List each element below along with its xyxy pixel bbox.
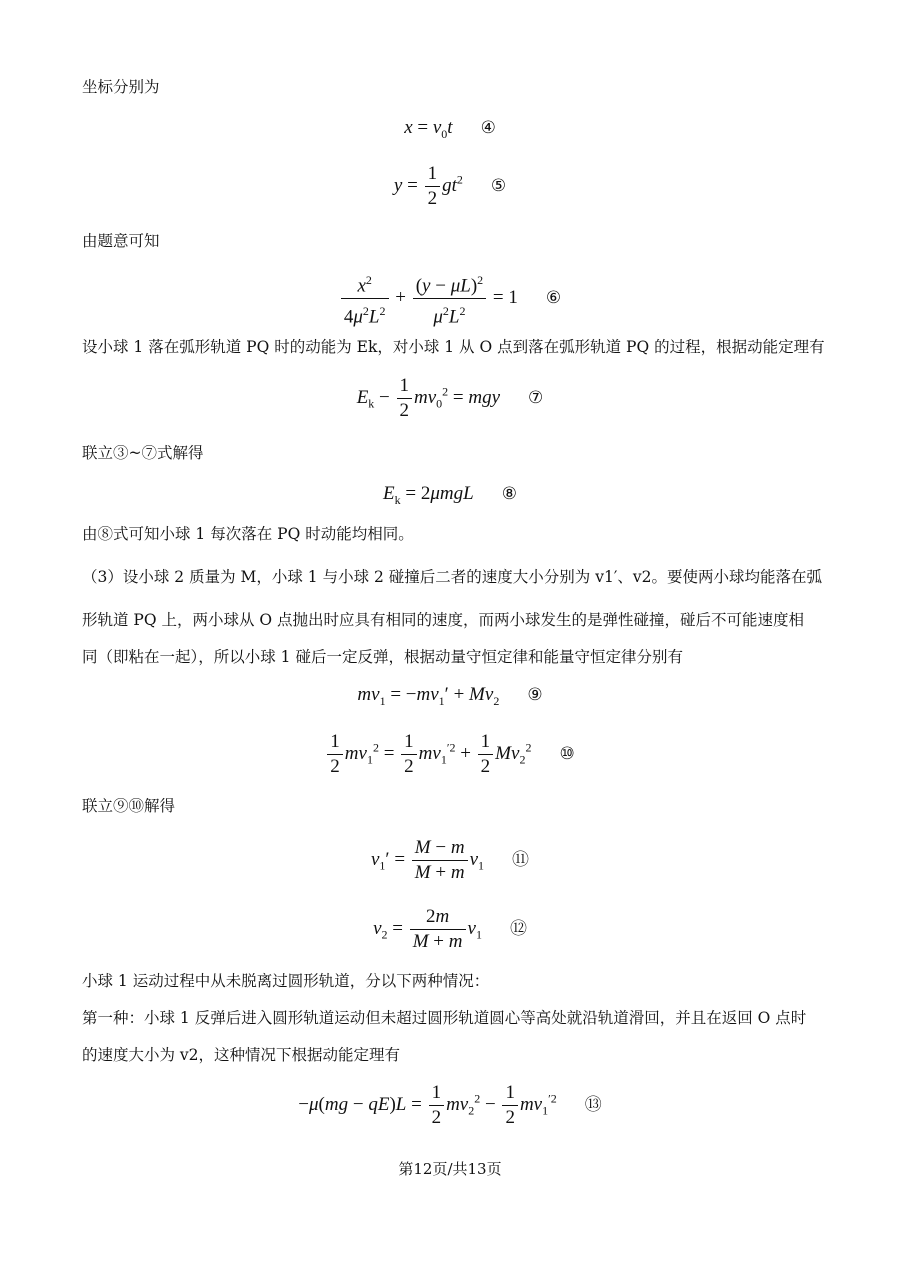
part3-line-2: 形轨道 PQ 上，两小球从 O 点抛出时应具有相同的速度，而两小球发生的是弹性碰撞，碰后不可能速度相 (82, 611, 805, 629)
equation-11: $v_1'$ = $\frac{M - m}{M + m}$ $v_1$ ⑪ (370, 837, 530, 883)
cases-intro: 小球 1 运动过程中从未脱离过圆形轨道，分以下两种情况： (82, 972, 490, 990)
equation-4: $x = v_0t$ ④ (404, 117, 496, 141)
part3-line-1: （3）设小球 2 质量为 M，小球 1 与小球 2 碰撞后二者的速度大小分别为 v1′、v2。要使两小球均能落在弧 (82, 568, 822, 586)
equation-5: y = $\frac{1}{2}$ $gt^2$ ⑤ (393, 163, 507, 209)
conclusion-8: 由⑧式可知小球 1 每次落在 PQ 时动能均相同。 (82, 525, 414, 543)
case1-line-2: 的速度大小为 v2，这种情况下根据动能定理有 (82, 1046, 401, 1064)
tag-8: ⑧ (501, 484, 517, 504)
equation-7: $E_k$ − $\frac{1}{2}$ $mv_0^2$ = mgy ⑦ (356, 375, 544, 421)
tag-13: ⑬ (584, 1094, 602, 1115)
combine-9-10: 联立⑨⑩解得 (82, 797, 176, 815)
tag-6: ⑥ (545, 288, 562, 309)
equation-6: $\frac{x^2}{4\mu^2L^2}$ + $\frac{(y - \mu L)^2}{\mu^2L^2}$ = 1 ⑥ (0, 268, 900, 330)
part3-line-3: 同（即粘在一起），所以小球 1 碰后一定反弹，根据动量守恒定律和能量守恒定律分别有 (82, 648, 683, 666)
coords-intro: 坐标分别为 (82, 78, 160, 96)
equation-9: $mv_1 = -mv_1' + Mv_2$ ⑨ (357, 684, 543, 708)
equation-10: $\frac{1}{2}$ $mv_1^2$ = $\frac{1}{2}$ $mv_1^{'2}$ + $\frac{1}{2}$ $Mv_2^2$ ⑩ (0, 730, 900, 779)
combine-3-7: 联立③~⑦式解得 (82, 444, 204, 462)
case1-line-1: 第一种：小球 1 反弹后进入圆形轨道运动但未超过圆形轨道圆心等高处就沿轨道滑回，并且在返回 O 点时 (82, 1009, 807, 1027)
equation-13: −μ(mg − qE)L = $\frac{1}{2}$ $mv_2^2$ − $\frac{1}{2}$ $mv_1^{'2}$ ⑬ (298, 1082, 602, 1128)
tag-7: ⑦ (528, 387, 544, 408)
equation-12: $v_2$ = $\frac{2m}{M + m}$ $v_1$ ⑫ (373, 906, 527, 952)
tag-4: ④ (480, 118, 496, 138)
ek-intro: 设小球 1 落在弧形轨道 PQ 时的动能为 Ek，对小球 1 从 O 点到落在弧形轨道 PQ 的过程，根据动能定理有 (82, 338, 825, 356)
tag-5: ⑤ (490, 175, 507, 196)
tag-12: ⑫ (509, 918, 527, 939)
tag-9: ⑨ (527, 685, 543, 705)
page-footer: 第12页/共13页 (398, 1160, 502, 1178)
tag-10: ⑩ (559, 743, 575, 764)
tag-11: ⑪ (512, 849, 530, 870)
equation-8: $E_k = 2\mu mgL$ ⑧ (383, 483, 517, 507)
from-problem-text: 由题意可知 (82, 232, 160, 250)
